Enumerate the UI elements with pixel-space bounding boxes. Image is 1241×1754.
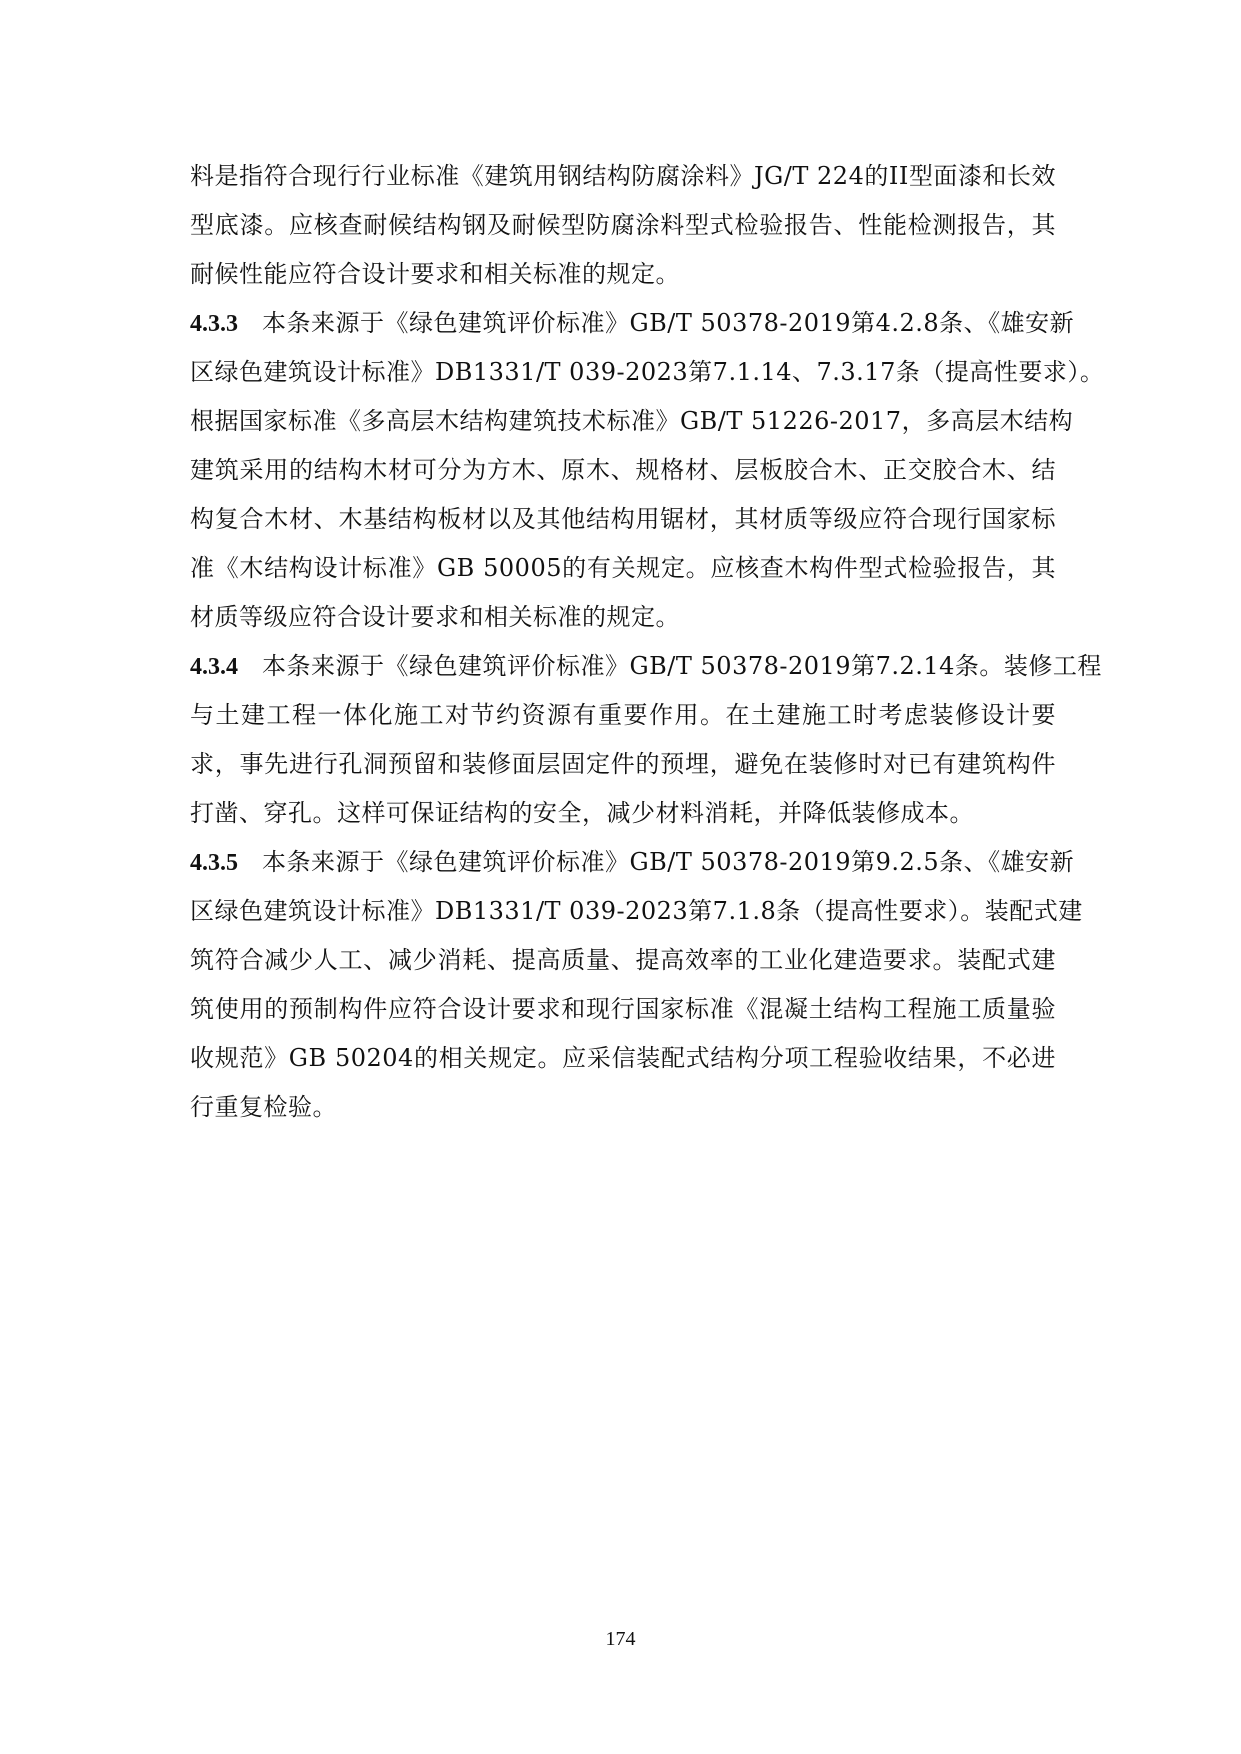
text-line: 耐候性能应符合设计要求和相关标准的规定。: [190, 260, 680, 288]
clause-text: 本条来源于《绿色建筑评价标准》GB/T 50378-2019第4.2.8条、《雄安新: [262, 309, 1075, 337]
text-line: 材质等级应符合设计要求和相关标准的规定。: [190, 603, 680, 631]
text-line: 型底漆。应核查耐候结构钢及耐候型防腐涂料型式检验报告、性能检测报告，其: [190, 211, 1056, 239]
document-body: [190, 152, 1105, 1132]
page-number: 174: [605, 1628, 636, 1650]
clause-number: 4.3.3: [190, 311, 238, 337]
clause-number: 4.3.5: [190, 850, 238, 876]
paragraph-continuation: [190, 152, 1056, 299]
text-line: 与土建工程一体化施工对节约资源有重要作用。在土建施工时考虑装修设计要: [190, 701, 1056, 729]
text-line: 区绿色建筑设计标准》DB1331/T 039-2023第7.1.8条（提高性要求）。装配式建: [190, 897, 1083, 925]
text-line: 行重复检验。: [190, 1093, 337, 1121]
text-line: 区绿色建筑设计标准》DB1331/T 039-2023第7.1.14、7.3.17条（提高性要求）。: [190, 358, 1105, 386]
text-line: [190, 642, 1102, 691]
text-line: 构复合木材、木基结构板材以及其他结构用锯材，其材质等级应符合现行国家标: [190, 505, 1056, 533]
text-line: 收规范》GB 50204的相关规定。应采信装配式结构分项工程验收结果，不必进: [190, 1044, 1056, 1072]
clause-number: 4.3.4: [190, 654, 238, 680]
clause-text: 本条来源于《绿色建筑评价标准》GB/T 50378-2019第9.2.5条、《雄安新: [262, 848, 1075, 876]
text-line: 打凿、穿孔。这样可保证结构的安全，减少材料消耗，并降低装修成本。: [190, 799, 974, 827]
text-line: 筑使用的预制构件应符合设计要求和现行国家标准《混凝土结构工程施工质量验: [190, 995, 1056, 1023]
clause-4-3-5: [190, 838, 1083, 1132]
clause-4-3-3: [190, 299, 1105, 642]
clause-4-3-4: [190, 642, 1102, 838]
text-line: 根据国家标准《多高层木结构建筑技术标准》GB/T 51226-2017，多高层木结构: [190, 407, 1074, 435]
text-line: [190, 299, 1075, 348]
text-line: 准《木结构设计标准》GB 50005的有关规定。应核查木构件型式检验报告，其: [190, 554, 1056, 582]
text-line: 求，事先进行孔洞预留和装修面层固定件的预埋，避免在装修时对已有建筑构件: [190, 750, 1056, 778]
text-line: [190, 838, 1075, 887]
text-line: 料是指符合现行行业标准《建筑用钢结构防腐涂料》JG/T 224的II型面漆和长效: [190, 162, 1056, 190]
text-line: 建筑采用的结构木材可分为方木、原木、规格材、层板胶合木、正交胶合木、结: [190, 456, 1056, 484]
text-line: 筑符合减少人工、减少消耗、提高质量、提高效率的工业化建造要求。装配式建: [190, 946, 1056, 974]
clause-text: 本条来源于《绿色建筑评价标准》GB/T 50378-2019第7.2.14条。装修工程: [262, 652, 1102, 680]
